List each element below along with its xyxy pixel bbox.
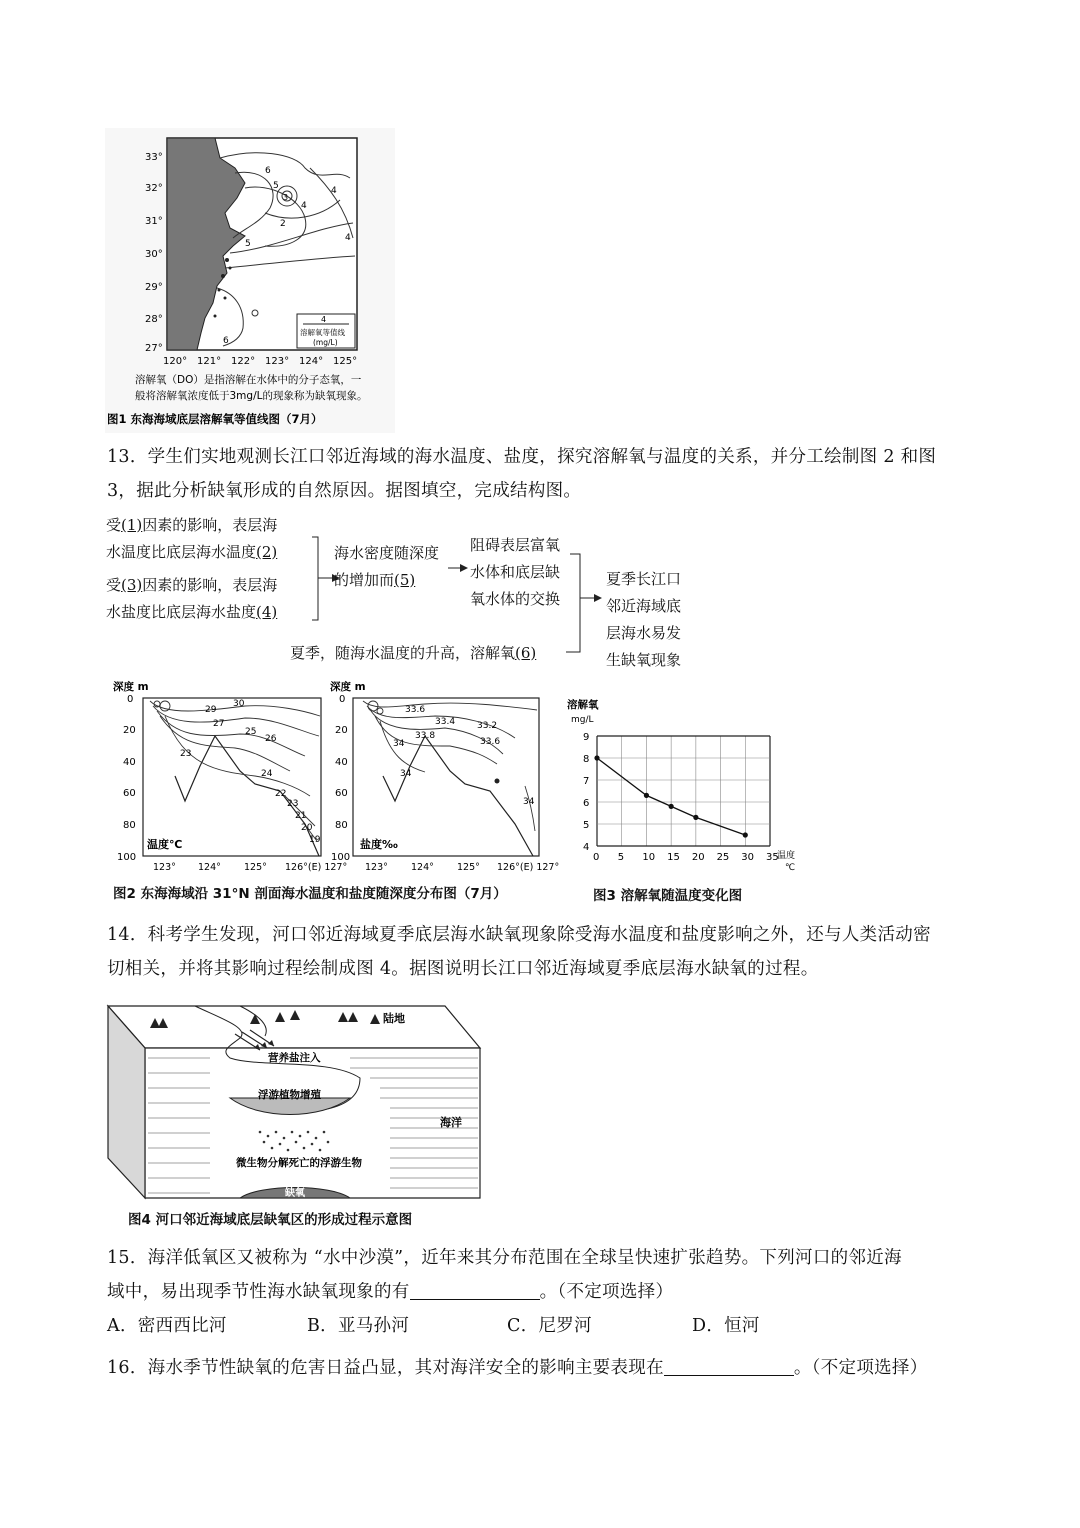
question-13-line2: 3，据此分析缺氧形成的自然原因。据图填空，完成结构图。 — [107, 481, 582, 501]
options-row — [107, 1309, 987, 1343]
option-c[interactable]: C．尼罗河 — [507, 1316, 592, 1336]
salinity-title: 盐度‰ — [360, 838, 398, 851]
temp-label: 23 — [287, 799, 299, 809]
chart-xlabel: 温度 — [777, 851, 796, 861]
figure-4-caption: 图4 河口邻近海域底层缺氧区的形成过程示意图 — [128, 1212, 413, 1228]
depth-tick: 20 — [123, 725, 136, 736]
y-tick-label: 7 — [583, 776, 590, 787]
lon-tick: 124° — [198, 862, 221, 873]
temperature-label: 温度℃ — [147, 838, 183, 851]
lon-tick: 126°(E) 127° — [497, 862, 560, 873]
contour-label: 4 — [331, 186, 337, 196]
flow-text: 阻碍表层富氧 — [470, 536, 561, 554]
lon-label: 121° — [197, 356, 222, 367]
x-tick-label: 35 — [766, 852, 779, 863]
temp-label: 27 — [213, 719, 225, 729]
depth-axis-label: 深度 m — [330, 681, 366, 693]
lat-label: 32° — [145, 183, 163, 194]
lat-label: 33° — [145, 152, 163, 163]
lon-tick: 125° — [244, 862, 267, 873]
dissolved-oxygen-map — [105, 128, 395, 433]
legend-unit: (mg/L) — [313, 338, 338, 347]
blank-6: (6) — [515, 644, 537, 662]
lon-label: 125° — [333, 356, 358, 367]
temp-label: 22 — [275, 789, 287, 799]
salinity-label: 34 — [523, 797, 535, 807]
lon-tick: 123° — [365, 862, 388, 873]
legend-text: 溶解氧等值线 — [300, 328, 345, 337]
salinity-label: 33.6 — [405, 705, 426, 715]
temp-label: 24 — [261, 769, 273, 779]
question-14-line2: 切相关，并将其影响过程绘制成图 4。据图说明长江口邻近海域夏季底层海水缺氧的过程。 — [107, 959, 819, 979]
x-tick-label: 5 — [617, 852, 625, 863]
option-b[interactable]: B．亚马孙河 — [307, 1316, 410, 1336]
lat-label: 31° — [145, 216, 163, 227]
plankton-label: 浮游植物增殖 — [258, 1089, 321, 1101]
lat-label: 30° — [145, 249, 163, 260]
blank-1: (1) — [121, 516, 143, 534]
flow-text: 水温度比底层海水温度 — [106, 543, 257, 561]
answer-blank-16[interactable] — [664, 1357, 794, 1376]
answer-blank-15[interactable] — [410, 1281, 540, 1300]
flow-text: 层海水易发 — [606, 624, 682, 642]
figure-1 — [105, 128, 395, 433]
flow-text: 海水密度随深度 — [334, 544, 440, 562]
figure-1-caption: 图1 东海海域底层溶解氧等值线图（7月） — [107, 412, 323, 426]
flow-text: 夏季长江口 — [606, 570, 682, 588]
flow-text: 因素的影响，表层海 — [142, 576, 278, 594]
temp-label: 23 — [180, 749, 192, 759]
contour-label: 2 — [280, 219, 286, 229]
contour-label: 4 — [345, 233, 351, 243]
flow-text: 邻近海域底 — [606, 597, 682, 615]
data-point — [693, 815, 698, 820]
ocean-label: 海洋 — [440, 1116, 462, 1129]
option-a[interactable]: A．密西西比河 — [107, 1316, 227, 1336]
contour-label: 3 — [283, 193, 289, 202]
chart-yunit: mg/L — [571, 715, 594, 725]
note-line: 溶解氧（DO）是指溶解在水体中的分子态氧，一 — [135, 374, 362, 386]
data-point — [644, 793, 649, 798]
x-tick-label: 25 — [716, 852, 730, 863]
contour-label: 6 — [223, 336, 229, 346]
data-point — [594, 755, 599, 760]
depth-tick: 80 — [123, 820, 136, 831]
nutrient-label: 营养盐注入 — [268, 1052, 321, 1064]
salinity-label: 34 — [393, 739, 405, 749]
x-tick-label: 10 — [642, 852, 656, 863]
flow-text: 水盐度比底层海水盐度 — [106, 603, 257, 621]
question-16-text: 16．海水季节性缺氧的危害日益凸显，其对海洋安全的影响主要表现在 — [107, 1358, 664, 1378]
depth-tick: 80 — [335, 820, 348, 831]
lat-label: 29° — [145, 282, 163, 293]
contour-label: 5 — [245, 239, 251, 249]
flow-text: 受 — [106, 576, 122, 594]
temp-label: 26 — [265, 734, 277, 744]
salinity-label: 33.6 — [480, 737, 501, 747]
data-point — [669, 804, 674, 809]
temp-label: 25 — [245, 727, 257, 737]
question-15-line1: 15．海洋低氧区又被称为 “水中沙漠”，近年来其分布范围在全球呈快速扩张趋势。下列河口的邻近海 — [107, 1248, 902, 1268]
flow-text: 生缺氧现象 — [606, 651, 682, 669]
temperature-salinity-sections — [105, 676, 560, 876]
blank-5: (5) — [394, 571, 416, 589]
lat-label: 28° — [145, 314, 163, 325]
option-d[interactable]: D．恒河 — [692, 1316, 760, 1336]
data-point — [743, 832, 748, 837]
land-label: 陆地 — [383, 1012, 405, 1025]
lon-label: 124° — [299, 356, 324, 367]
salinity-label: 34 — [400, 769, 412, 779]
depth-tick: 0 — [339, 694, 346, 705]
blank-2: (2) — [256, 543, 278, 561]
flow-text: 夏季，随海水温度的升高，溶解氧 — [290, 644, 516, 662]
x-tick-label: 15 — [667, 852, 680, 863]
salinity-label: 33.8 — [415, 731, 436, 741]
depth-tick: 20 — [335, 725, 348, 736]
question-14-line1: 14．科考学生发现，河口邻近海域夏季底层海水缺氧现象除受海水温度和盐度影响之外，还与人类活动密 — [107, 925, 931, 945]
temp-label: 19 — [309, 835, 321, 845]
lon-tick: 124° — [411, 862, 434, 873]
chart-ylabel: 溶解氧 — [567, 699, 599, 711]
lon-label: 123° — [265, 356, 290, 367]
salinity-label: 33.4 — [435, 717, 456, 727]
depth-tick: 100 — [331, 852, 351, 863]
hypoxia-block-diagram — [100, 998, 485, 1203]
lon-label: 122° — [231, 356, 256, 367]
lat-label: 27° — [145, 343, 163, 354]
depth-tick: 0 — [127, 694, 134, 705]
y-tick-label: 4 — [583, 842, 590, 853]
temp-label: 21 — [295, 811, 307, 821]
contour-label: 6 — [265, 166, 271, 176]
salinity-label: 33.2 — [477, 721, 498, 731]
flow-text: 因素的影响，表层海 — [142, 516, 278, 534]
lon-label: 120° — [163, 356, 188, 367]
x-tick-label: 0 — [593, 852, 600, 863]
flow-text: 受 — [106, 516, 122, 534]
figure-3-caption: 图3 溶解氧随温度变化图 — [593, 888, 743, 904]
lon-tick: 123° — [153, 862, 176, 873]
y-tick-label: 8 — [583, 754, 590, 765]
y-tick-label: 5 — [583, 820, 590, 831]
x-tick-label: 30 — [741, 852, 755, 863]
microbe-label: 微生物分解死亡的浮游生物 — [236, 1157, 362, 1169]
blank-4: (4) — [256, 603, 278, 621]
oxygen-temperature-chart — [565, 696, 810, 876]
question-15-text: 域中，易出现季节性海水缺氧现象的有 — [107, 1282, 410, 1302]
note-line: 般将溶解氧浓度低于3mg/L的现象称为缺氧现象。 — [135, 390, 368, 402]
figure-4 — [100, 998, 485, 1230]
question-15 — [107, 1241, 987, 1343]
depth-tick: 40 — [335, 757, 348, 768]
structure-diagram — [100, 512, 720, 672]
temp-label: 30 — [233, 699, 245, 709]
lon-tick: 126°(E) 127° — [285, 862, 348, 873]
question-16-text: 。（不定项选择） — [793, 1358, 928, 1378]
y-tick-label: 6 — [583, 798, 590, 809]
flow-text: 氧水体的交换 — [470, 590, 561, 608]
figure-2 — [105, 676, 560, 906]
temp-label: 20 — [301, 823, 313, 833]
depth-tick: 60 — [335, 788, 348, 799]
flow-text: 水体和底层缺 — [470, 563, 561, 581]
question-14 — [107, 918, 987, 986]
x-tick-label: 20 — [691, 852, 705, 863]
lon-tick: 125° — [457, 862, 480, 873]
question-15-text: 。（不定项选择） — [539, 1282, 674, 1302]
question-16 — [107, 1351, 987, 1385]
contour-label: 4 — [301, 201, 307, 211]
question-13-line1: 13．学生们实地观测长江口邻近海域的海水温度、盐度，探究溶解氧与温度的关系，并分工绘制图 2 和图 — [107, 447, 937, 467]
flow-text: 的增加而 — [334, 571, 395, 589]
blank-3: (3) — [121, 576, 143, 594]
depth-tick: 40 — [123, 757, 136, 768]
legend-value: 4 — [321, 315, 327, 324]
hypoxia-label: 缺氧 — [285, 1188, 305, 1199]
depth-tick: 60 — [123, 788, 136, 799]
question-13 — [107, 440, 987, 508]
y-tick-label: 9 — [583, 732, 590, 743]
temp-label: 29 — [205, 705, 217, 715]
figure-3 — [565, 696, 810, 906]
depth-axis-label: 深度 m — [113, 681, 149, 693]
chart-xunit: ℃ — [785, 863, 796, 873]
depth-tick: 100 — [117, 852, 137, 863]
contour-label: 5 — [273, 181, 279, 191]
figure-2-caption: 图2 东海海域沿 31°N 剖面海水温度和盐度随深度分布图（7月） — [113, 886, 507, 902]
